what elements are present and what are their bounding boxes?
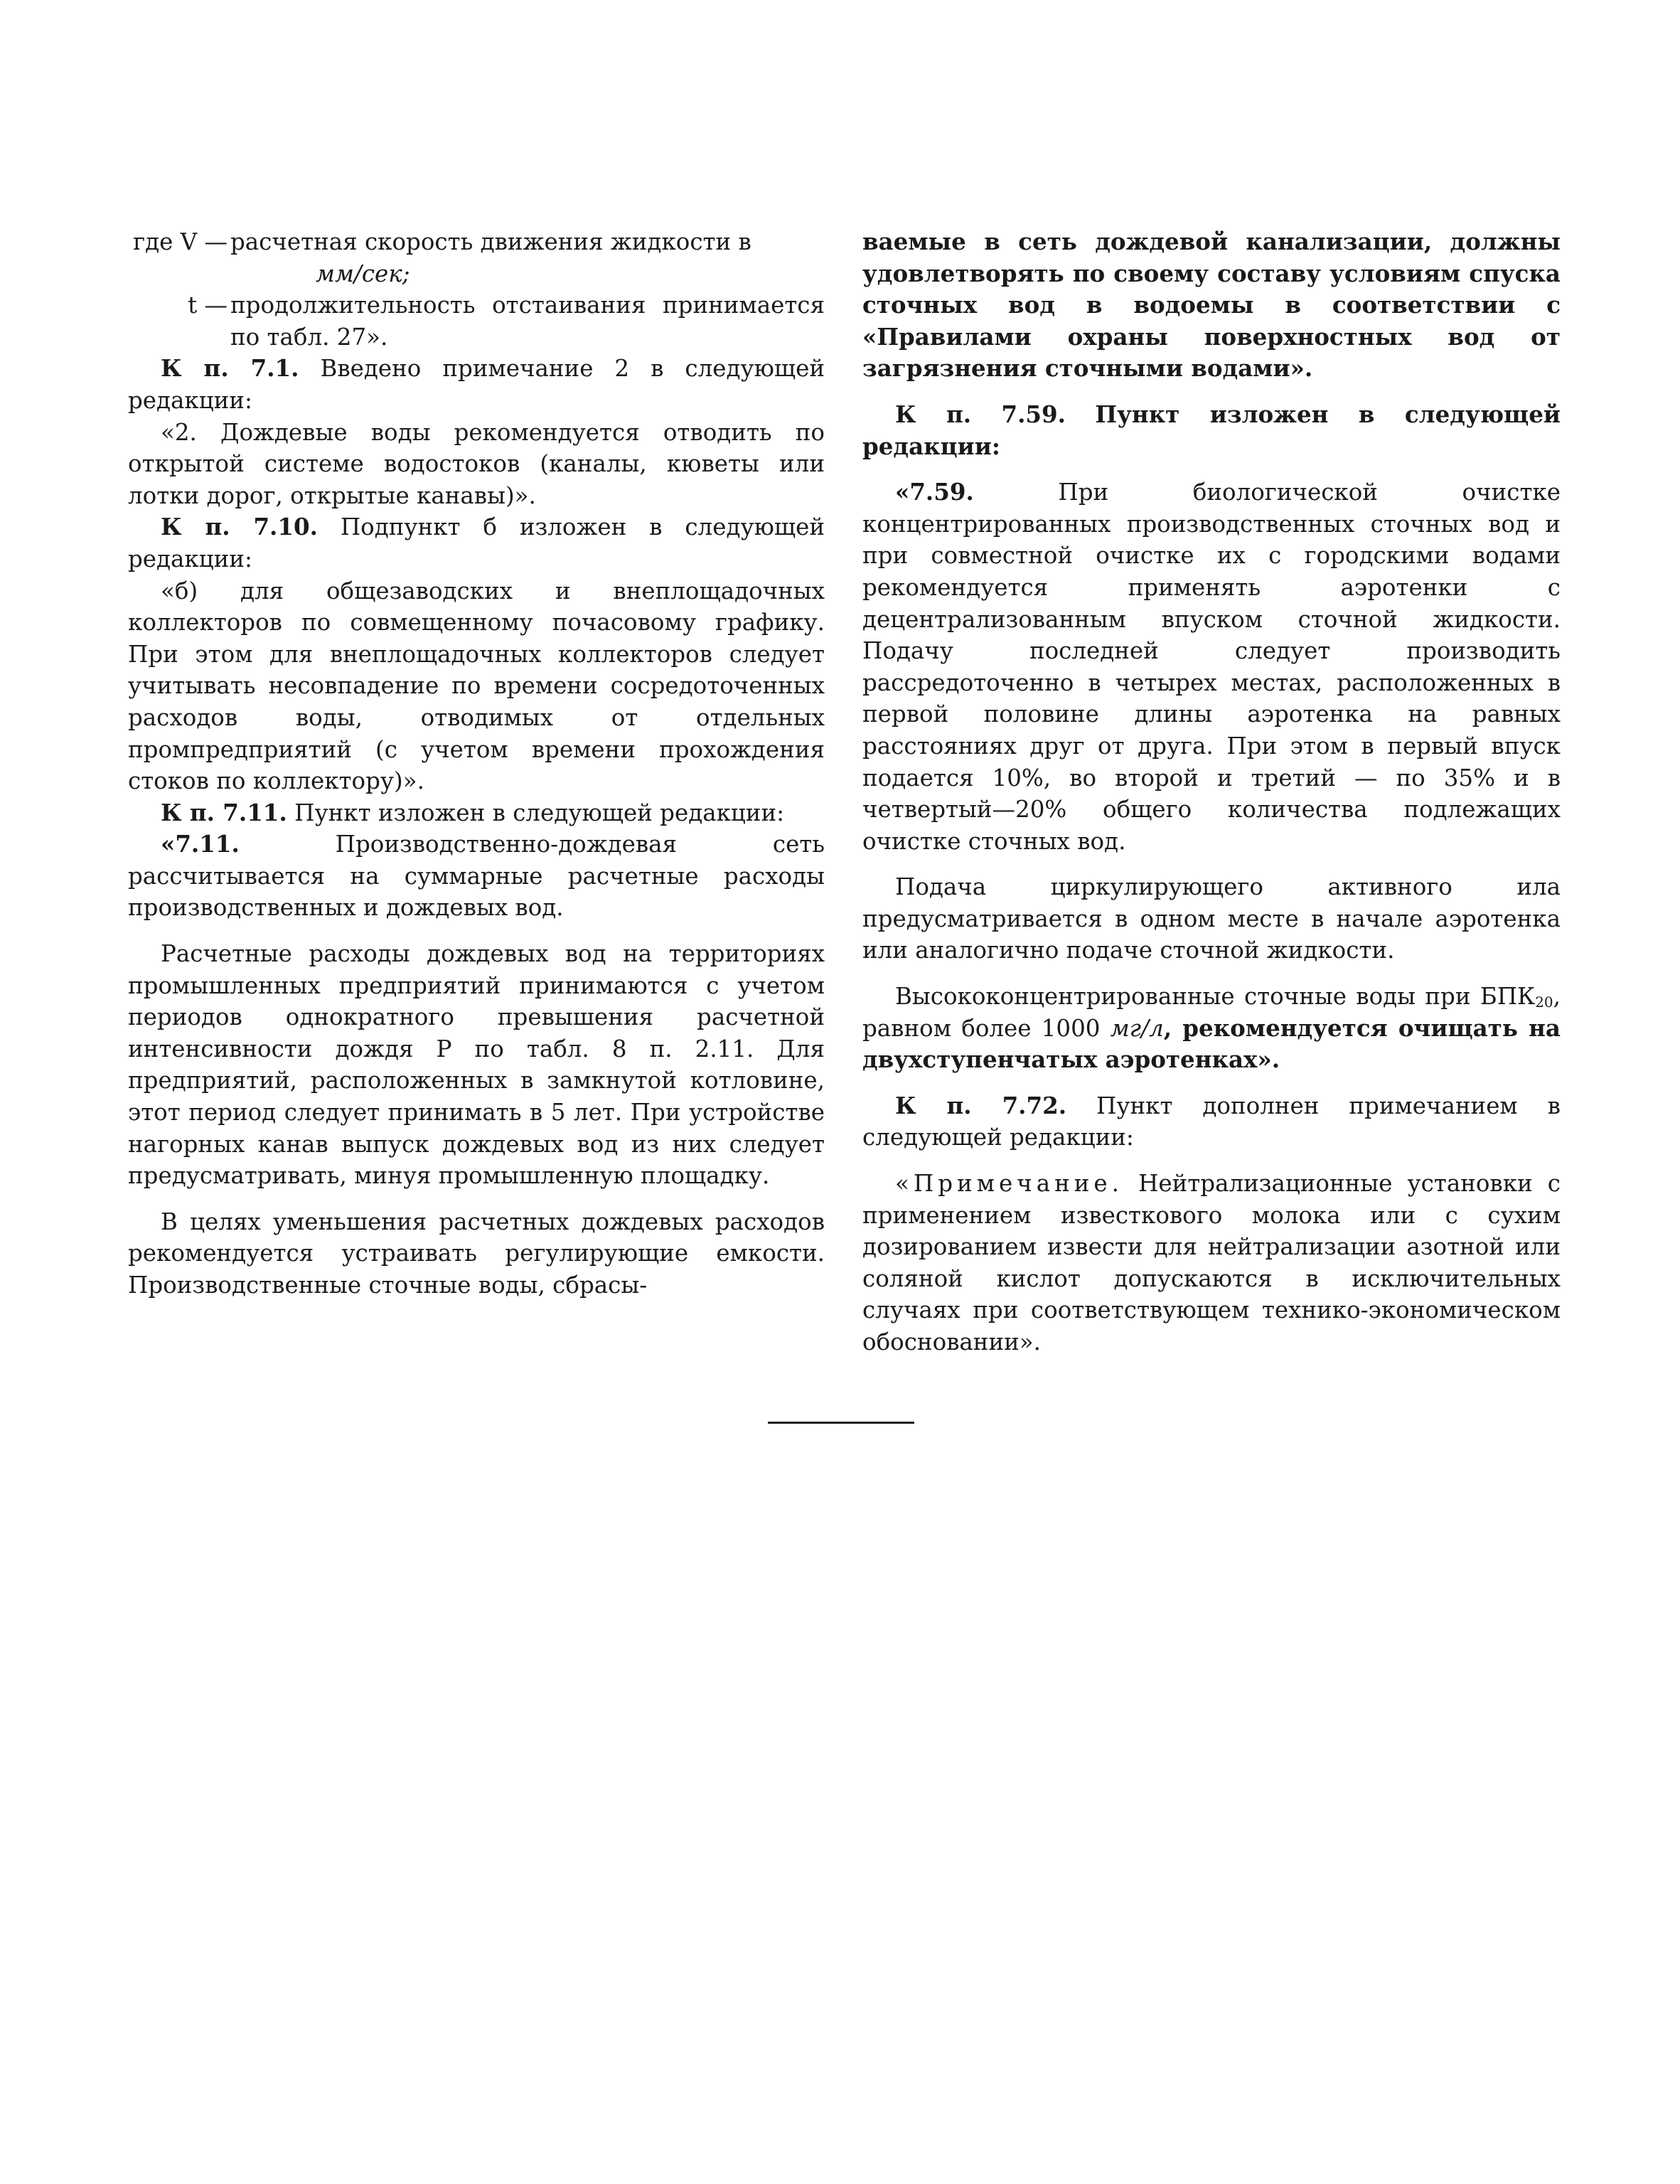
- definition-term: t —: [188, 292, 228, 319]
- clause-reference: К п. 7.1.: [161, 354, 299, 383]
- definition-term: где V —: [133, 228, 228, 255]
- paragraph-note: «Примечание. Нейтрализационные установки с применением известкового молока или с сухим дозированием извести для нейтрализации азотной или соляной кислот допускаются в исключительных случаях при соответствующем технико-экономическом обосновании».: [862, 1170, 1561, 1355]
- definition-text: расчетная скорость движения жидкости в: [230, 228, 751, 255]
- definition-text: продолжительность отстаивания принимается по табл. 27».: [230, 292, 825, 351]
- paragraph-7-10: К п. 7.10. Подпункт б изложен в следующей редакции:: [128, 513, 825, 572]
- paragraph-7-72: К п. 7.72. Пункт дополнен примечанием в следующей редакции:: [862, 1091, 1561, 1151]
- definition-v: [128, 226, 825, 289]
- paragraph-regulating-tanks: В целях уменьшения расчетных дождевых расходов рекомендуется устраивать регулирующие емкости. Производственные сточные воды, сбрасы-: [128, 1208, 825, 1299]
- paragraph-7-11: К п. 7.11. Пункт изложен в следующей редакции:: [161, 798, 785, 826]
- definition-unit: мм/сек;: [316, 260, 410, 287]
- clause-reference: К п. 7.59.: [895, 400, 1066, 428]
- paragraph-7-59: К п. 7.59. Пункт изложен в следующей редакции:: [862, 400, 1561, 460]
- clause-number: «7.11.: [161, 830, 240, 858]
- paragraph-7-1: К п. 7.1. Введено примечание 2 в следующей редакции:: [128, 354, 825, 414]
- paragraph-7-11-text: «7.11. Производственно-дождевая сеть рассчитывается на суммарные расчетные расходы производственных и дождевых вод.: [128, 830, 825, 922]
- paragraph-bod: Высококонцентрированные сточные воды при $БПК_{20}$, равном более 1000 мг/л, рекомендуется очищать на двухступенчатых аэротенках».: [862, 983, 1561, 1074]
- paragraph-rain-flows: Расчетные расходы дождевых вод на территориях промышленных предприятий принимаются с учетом периодов однократного превышения расчетной интенсивности дождя Р по табл. 8 п. 2.11. Для предприятий, расположенных в замкнутой котловине, этот период следует принимать в 5 лет. При устройстве нагорных канав выпуск дождевых вод из них следует предусматривать, минуя промышленную площадку.: [128, 940, 825, 1190]
- right-column: [862, 226, 1561, 1358]
- end-rule: [768, 1422, 914, 1424]
- clause-reference: К п. 7.10.: [161, 513, 318, 541]
- clause-reference: К п. 7.72.: [895, 1091, 1067, 1119]
- paragraph-7-59-text: «7.59. При биологической очистке концентрированных производственных сточных вод и при совместной очистке их с городскими водами рекомендуется применять аэротенки с децентрализованным впуском сточной жидкости. Подачу последней следует производить рассредоточенно в четырех местах, расположенных в первой половине длины аэротенка на равных расстояниях друг от друга. При этом в первый впуск подается 10%, во второй и третий — по 35% и в четвертый—20% общего количества подлежащих очистке сточных вод.: [862, 478, 1561, 855]
- definition-t: [128, 289, 825, 353]
- left-column: [128, 226, 825, 1301]
- clause-reference: К п. 7.11.: [161, 798, 287, 826]
- paragraph-sludge: Подача циркулирующего активного ила предусматривается в одном месте в начале аэротенка или аналогично подаче сточной жидкости.: [862, 873, 1561, 964]
- paragraph-continuation: ваемые в сеть дождевой канализации, должны удовлетворять по своему составу условиям спуска сточных вод в водоемы в соответствии с «Правилами охраны поверхностных вод от загрязнения сточными водами».: [862, 228, 1561, 383]
- paragraph-note-2: «2. Дождевые воды рекомендуется отводить по открытой системе водостоков (каналы, кюветы или лотки дорог, открытые канавы)».: [128, 418, 825, 509]
- clause-number: «7.59.: [895, 478, 974, 506]
- paragraph-subitem-b: «б) для общезаводских и внеплощадочных коллекторов по совмещенному почасовому графику. При этом для внеплощадочных коллекторов следует учитывать несовпадение по времени сосредоточенных расходов воды, отводимых от отдельных промпредприятий (с учетом времени прохождения стоков по коллектору)».: [128, 577, 825, 795]
- note-label: «Примечание.: [895, 1170, 1123, 1198]
